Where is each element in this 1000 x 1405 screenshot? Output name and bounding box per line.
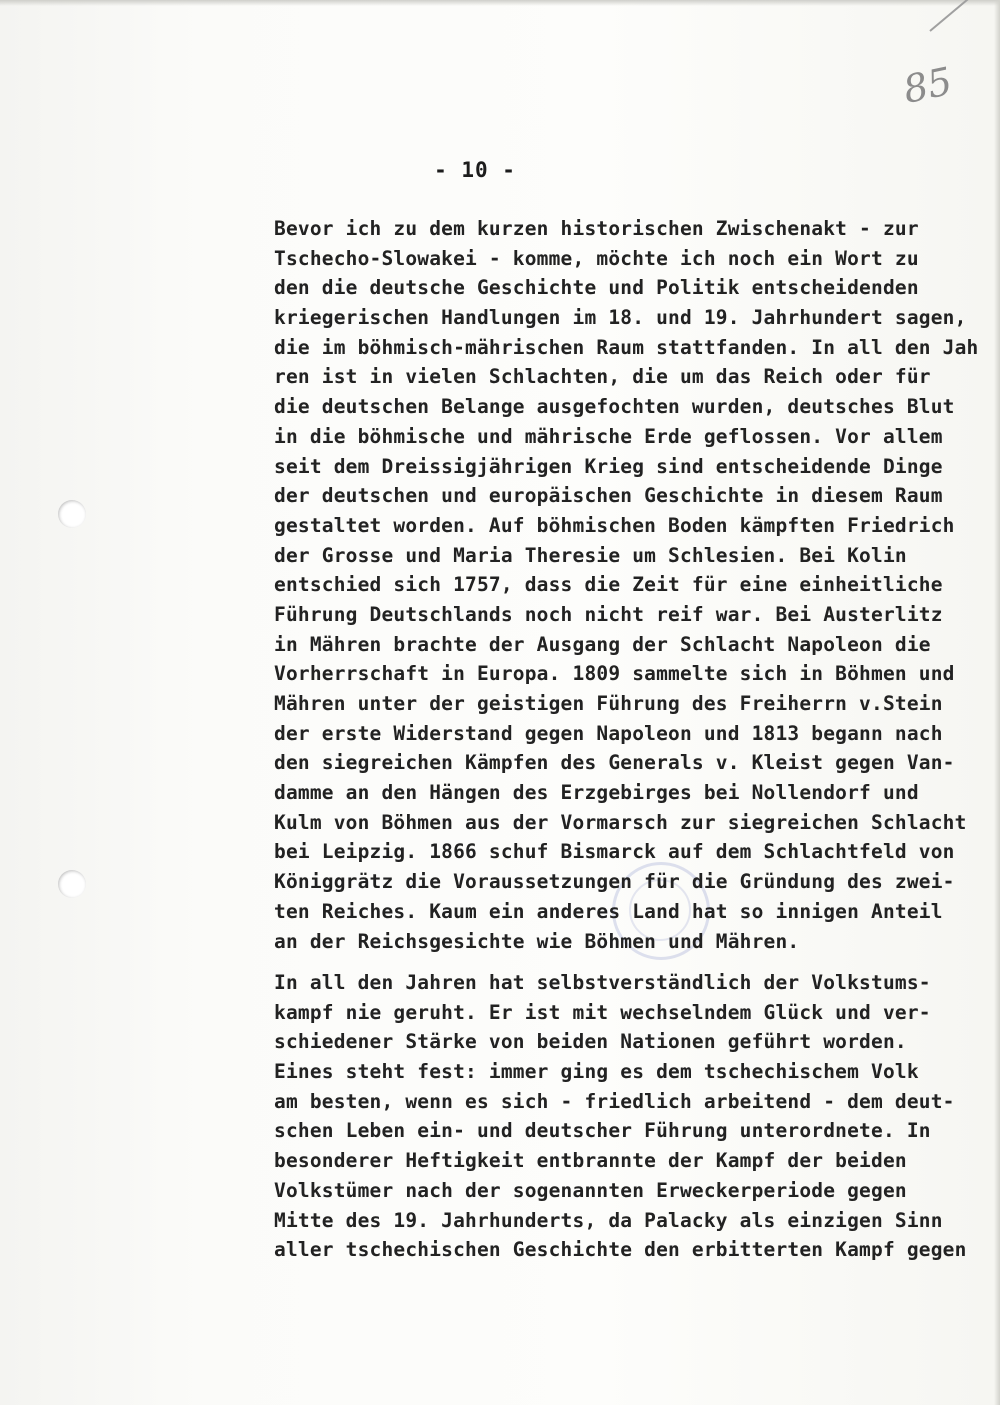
paragraph-2 [274, 968, 974, 1265]
text-line: Königgrätz die Voraussetzungen für die Gründung des zwei- [274, 870, 955, 894]
text-line: Eines steht fest: immer ging es dem tschechischem Volk [274, 1060, 919, 1084]
text-line: schen Leben ein- und deutscher Führung unterordnete. In [274, 1119, 931, 1143]
punch-hole-lower [58, 870, 86, 898]
paper-edge-top [0, 0, 1000, 6]
text-line: ten Reiches. Kaum ein anderes Land hat so innigen Anteil [274, 899, 943, 923]
text-line: am besten, wenn es sich - friedlich arbeitend - dem deut- [274, 1089, 955, 1113]
text-line: kriegerischen Handlungen im 18. und 19. Jahrhundert sagen, [274, 306, 967, 330]
text-line: damme an den Hängen des Erzgebirges bei Nollendorf und [274, 781, 919, 805]
text-line: in Mähren brachte der Ausgang der Schlacht Napoleon die [274, 632, 931, 656]
text-line: die im böhmisch-mährischen Raum stattfanden. In all den Jah [274, 335, 979, 359]
text-line: Tschecho-Slowakei - komme, möchte ich noch ein Wort zu [274, 246, 919, 270]
text-line: der Grosse und Maria Theresie um Schlesien. Bei Kolin [274, 543, 907, 567]
text-line: Volkstümer nach der sogenannten Erweckerperiode gegen [274, 1178, 907, 1202]
text-line: besonderer Heftigkeit entbrannte der Kampf der beiden [274, 1149, 907, 1173]
text-line: entschied sich 1757, dass die Zeit für eine einheitliche [274, 573, 943, 597]
page-number: - 10 - [434, 158, 516, 182]
text-line: den siegreichen Kämpfen des Generals v. Kleist gegen Van- [274, 751, 955, 775]
text-line: ren ist in vielen Schlachten, die um das Reich oder für [274, 365, 931, 389]
text-line: bei Leipzig. 1866 schuf Bismarck auf dem Schlachtfeld von [274, 840, 955, 864]
text-line: den die deutsche Geschichte und Politik entscheidenden [274, 276, 919, 300]
text-line: schiedener Stärke von beiden Nationen geführt worden. [274, 1030, 907, 1054]
text-line: gestaltet worden. Auf böhmischen Boden kämpften Friedrich [274, 513, 955, 537]
punch-hole-upper [58, 500, 86, 528]
text-line: Mähren unter der geistigen Führung des Freiherrn v.Stein [274, 692, 943, 715]
text-line: der deutschen und europäischen Geschichte in diesem Raum [274, 484, 943, 508]
text-line: kampf nie geruht. Er ist mit wechselndem Glück und ver- [274, 1000, 931, 1024]
text-line: Führung Deutschlands noch nicht reif war. Bei Austerlitz [274, 602, 943, 626]
text-line: Bevor ich zu dem kurzen historischen Zwischenakt - zur [274, 217, 919, 240]
text-line: Vorherrschaft in Europa. 1809 sammelte sich in Böhmen und [274, 662, 955, 686]
text-line: Mitte des 19. Jahrhunderts, da Palacky als einzigen Sinn [274, 1208, 943, 1232]
text-line: der erste Widerstand gegen Napoleon und 1813 begann nach [274, 721, 943, 745]
text-line: Kulm von Böhmen aus der Vormarsch zur siegreichen Schlacht [274, 810, 967, 834]
text-line: In all den Jahren hat selbstverständlich der Volkstums- [274, 971, 931, 994]
text-line: aller tschechischen Geschichte den erbitterten Kampf gegen [274, 1238, 967, 1262]
paragraph-1 [274, 214, 979, 956]
text-line: an der Reichsgesichte wie Böhmen und Mähren. [274, 929, 800, 953]
folio-number: 85 [899, 58, 956, 112]
text-line: die deutschen Belange ausgefochten wurden, deutsches Blut [274, 395, 955, 419]
text-line: in die böhmische und mährische Erde geflossen. Vor allem [274, 424, 943, 448]
text-line: seit dem Dreissigjährigen Krieg sind entscheidende Dinge [274, 454, 943, 478]
paper-edge-right [994, 0, 1000, 1405]
